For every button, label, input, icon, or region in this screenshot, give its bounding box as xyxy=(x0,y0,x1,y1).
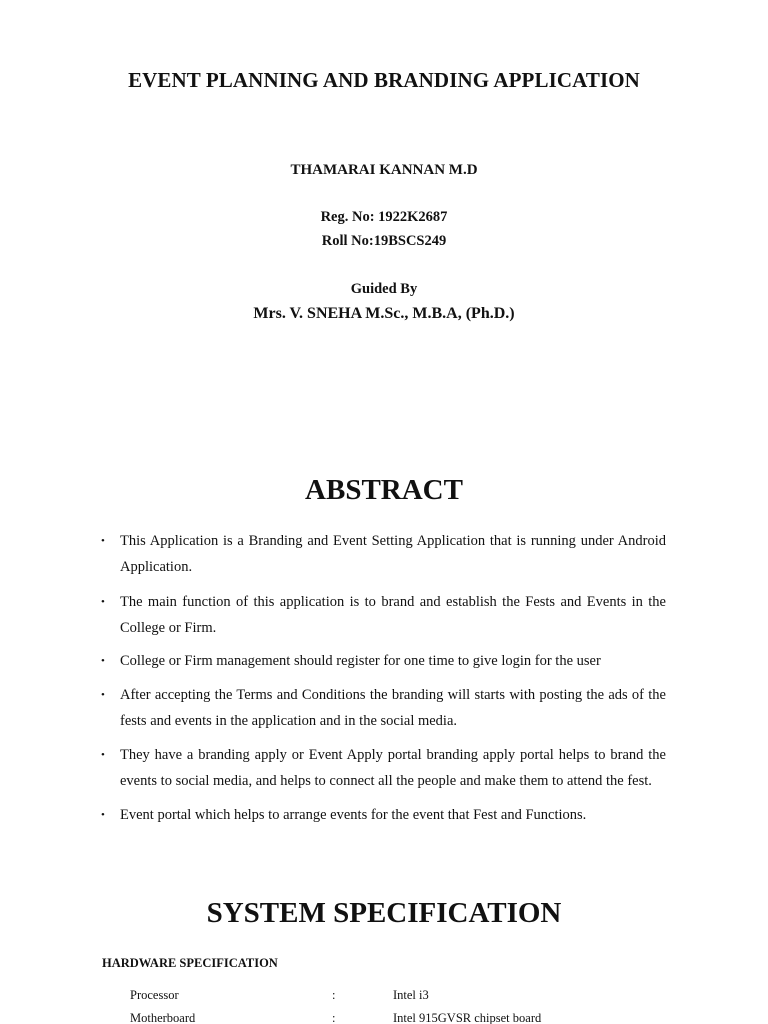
spec-row-motherboard xyxy=(0,1011,768,1024)
list-item-text: This Application is a Branding and Event Setting Application that is running under Android Application. xyxy=(120,533,666,575)
guided-by-label: Guided By xyxy=(350,281,418,297)
spec-separator: : xyxy=(332,1011,336,1024)
spec-value: Intel 915GVSR chipset board xyxy=(393,1011,542,1024)
bullet-icon: • xyxy=(101,655,105,667)
spec-separator: : xyxy=(332,988,336,1002)
bullet-icon: • xyxy=(101,749,105,761)
list-item-text: After accepting the Terms and Conditions the branding will starts with posting the ads of the fests and events in the application and in the social media. xyxy=(120,687,666,729)
registration-number: Reg. No: 1922K2687 xyxy=(320,209,448,225)
roll-number: Roll No:19BSCS249 xyxy=(321,233,447,249)
spec-row-processor xyxy=(0,988,768,1006)
spec-label: Processor xyxy=(130,988,179,1002)
bullet-icon: • xyxy=(101,689,105,701)
list-item-text: The main function of this application is to brand and establish the Fests and Events in the College or Firm. xyxy=(120,594,666,636)
bullet-icon: • xyxy=(101,596,105,608)
document-title: EVENT PLANNING AND BRANDING APPLICATION xyxy=(128,68,640,92)
hardware-specification-heading: HARDWARE SPECIFICATION xyxy=(102,956,278,970)
author-name: THAMARAI KANNAN M.D xyxy=(290,162,478,178)
spec-label: Motherboard xyxy=(130,1011,196,1024)
spec-value: Intel i3 xyxy=(393,988,429,1002)
bullet-icon: • xyxy=(101,809,105,821)
list-item-text: Event portal which helps to arrange events for the event that Fest and Functions. xyxy=(120,807,587,823)
bullet-icon: • xyxy=(101,535,105,547)
list-item-text: They have a branding apply or Event Apply portal branding apply portal helps to brand the events to social media, and helps to connect all the people and make them to attend the fest. xyxy=(120,747,666,789)
system-specification-heading: SYSTEM SPECIFICATION xyxy=(206,897,562,929)
list-item-text: College or Firm management should register for one time to give login for the user xyxy=(120,653,601,669)
guide-name: Mrs. V. SNEHA M.Sc., M.B.A, (Ph.D.) xyxy=(253,305,515,322)
abstract-heading: ABSTRACT xyxy=(305,474,463,506)
